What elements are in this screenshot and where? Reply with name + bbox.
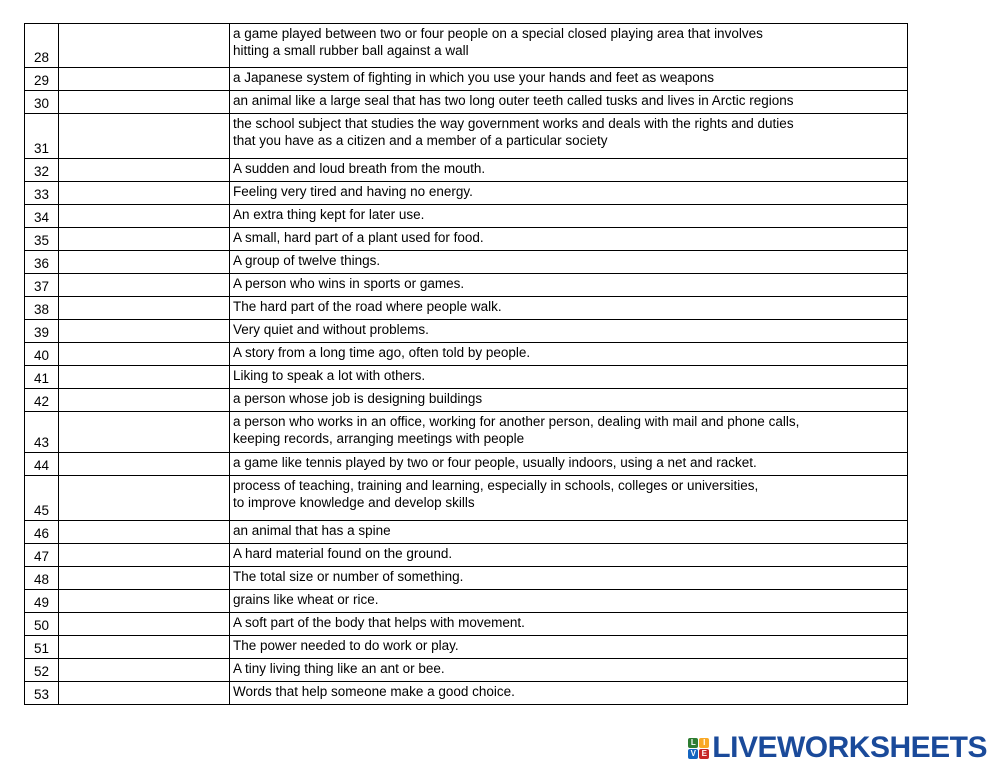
clue-text: Feeling very tired and having no energy. — [230, 182, 908, 205]
liveworksheets-logo-icon — [688, 738, 709, 759]
table-row — [25, 68, 908, 91]
answer-input-box[interactable] — [59, 659, 230, 682]
row-number: 33 — [25, 182, 59, 205]
row-number: 44 — [25, 453, 59, 476]
table-row — [25, 682, 908, 705]
table-row — [25, 228, 908, 251]
table-row — [25, 24, 908, 68]
clue-text: Very quiet and without problems. — [230, 320, 908, 343]
table-row — [25, 320, 908, 343]
row-number: 49 — [25, 590, 59, 613]
logo-tile: I — [699, 738, 709, 748]
row-number: 37 — [25, 274, 59, 297]
answer-input-box[interactable] — [59, 476, 230, 521]
table-row — [25, 636, 908, 659]
answer-input-box[interactable] — [59, 297, 230, 320]
clue-text: a person who works in an office, working for another person, dealing with mail and phone calls, keeping records, arranging meetings with people — [230, 412, 908, 453]
clue-text: grains like wheat or rice. — [230, 590, 908, 613]
clue-text: A story from a long time ago, often told by people. — [230, 343, 908, 366]
answer-input-box[interactable] — [59, 91, 230, 114]
table-row — [25, 453, 908, 476]
answer-input-box[interactable] — [59, 343, 230, 366]
row-number: 52 — [25, 659, 59, 682]
table-row — [25, 251, 908, 274]
row-number: 31 — [25, 114, 59, 159]
table-row — [25, 297, 908, 320]
table-row — [25, 412, 908, 453]
answer-input-box[interactable] — [59, 251, 230, 274]
table-row — [25, 343, 908, 366]
logo-tile: L — [688, 738, 698, 748]
clue-text: a person whose job is designing buildings — [230, 389, 908, 412]
answer-input-box[interactable] — [59, 320, 230, 343]
liveworksheets-logo — [688, 733, 987, 763]
table-row — [25, 567, 908, 590]
table-row — [25, 182, 908, 205]
table-row — [25, 366, 908, 389]
clue-text: a game like tennis played by two or four people, usually indoors, using a net and racket. — [230, 453, 908, 476]
row-number: 32 — [25, 159, 59, 182]
clue-text: Liking to speak a lot with others. — [230, 366, 908, 389]
answer-input-box[interactable] — [59, 114, 230, 159]
clue-text: an animal like a large seal that has two long outer teeth called tusks and lives in Arctic regions — [230, 91, 908, 114]
table-row — [25, 389, 908, 412]
clue-text: The hard part of the road where people walk. — [230, 297, 908, 320]
clue-text: a game played between two or four people on a special closed playing area that involves hitting a small rubber ball against a wall — [230, 24, 908, 68]
row-number: 39 — [25, 320, 59, 343]
row-number: 30 — [25, 91, 59, 114]
table-row — [25, 159, 908, 182]
row-number: 41 — [25, 366, 59, 389]
brand-name: LIVEWORKSHEETS — [712, 731, 987, 764]
clue-text: A group of twelve things. — [230, 251, 908, 274]
table-row — [25, 521, 908, 544]
clue-text: An extra thing kept for later use. — [230, 205, 908, 228]
answer-input-box[interactable] — [59, 366, 230, 389]
row-number: 38 — [25, 297, 59, 320]
row-number: 28 — [25, 24, 59, 68]
logo-tile: V — [688, 749, 698, 759]
answer-input-box[interactable] — [59, 613, 230, 636]
row-number: 48 — [25, 567, 59, 590]
table-row — [25, 114, 908, 159]
answer-input-box[interactable] — [59, 68, 230, 91]
answer-input-box[interactable] — [59, 567, 230, 590]
clue-text: A person who wins in sports or games. — [230, 274, 908, 297]
answer-input-box[interactable] — [59, 205, 230, 228]
row-number: 43 — [25, 412, 59, 453]
table-row — [25, 613, 908, 636]
clue-text: a Japanese system of fighting in which you use your hands and feet as weapons — [230, 68, 908, 91]
clue-text: A small, hard part of a plant used for food. — [230, 228, 908, 251]
row-number: 53 — [25, 682, 59, 705]
table-row — [25, 91, 908, 114]
answer-input-box[interactable] — [59, 682, 230, 705]
clue-text: The total size or number of something. — [230, 567, 908, 590]
answer-input-box[interactable] — [59, 521, 230, 544]
clue-text: A hard material found on the ground. — [230, 544, 908, 567]
clue-text: Words that help someone make a good choice. — [230, 682, 908, 705]
answer-input-box[interactable] — [59, 636, 230, 659]
table-row — [25, 274, 908, 297]
answer-input-box[interactable] — [59, 590, 230, 613]
answer-input-box[interactable] — [59, 24, 230, 68]
clue-text: The power needed to do work or play. — [230, 636, 908, 659]
row-number: 46 — [25, 521, 59, 544]
worksheet-table — [24, 23, 908, 705]
table-row — [25, 659, 908, 682]
answer-input-box[interactable] — [59, 228, 230, 251]
answer-input-box[interactable] — [59, 159, 230, 182]
answer-input-box[interactable] — [59, 453, 230, 476]
row-number: 36 — [25, 251, 59, 274]
table-row — [25, 205, 908, 228]
row-number: 35 — [25, 228, 59, 251]
table-row — [25, 544, 908, 567]
row-number: 40 — [25, 343, 59, 366]
row-number: 45 — [25, 476, 59, 521]
logo-tile: E — [699, 749, 709, 759]
answer-input-box[interactable] — [59, 544, 230, 567]
table-row — [25, 476, 908, 521]
answer-input-box[interactable] — [59, 389, 230, 412]
clue-text: A soft part of the body that helps with movement. — [230, 613, 908, 636]
answer-input-box[interactable] — [59, 412, 230, 453]
clue-text: A sudden and loud breath from the mouth. — [230, 159, 908, 182]
clue-text: the school subject that studies the way government works and deals with the rights and duties that you have as a citizen and a member of a particular society — [230, 114, 908, 159]
table-row — [25, 590, 908, 613]
row-number: 42 — [25, 389, 59, 412]
answer-input-box[interactable] — [59, 274, 230, 297]
row-number: 51 — [25, 636, 59, 659]
clue-text: process of teaching, training and learning, especially in schools, colleges or universities, to improve knowledge and develop skills — [230, 476, 908, 521]
row-number: 47 — [25, 544, 59, 567]
row-number: 34 — [25, 205, 59, 228]
answer-input-box[interactable] — [59, 182, 230, 205]
clue-text: an animal that has a spine — [230, 521, 908, 544]
row-number: 50 — [25, 613, 59, 636]
clue-text: A tiny living thing like an ant or bee. — [230, 659, 908, 682]
row-number: 29 — [25, 68, 59, 91]
